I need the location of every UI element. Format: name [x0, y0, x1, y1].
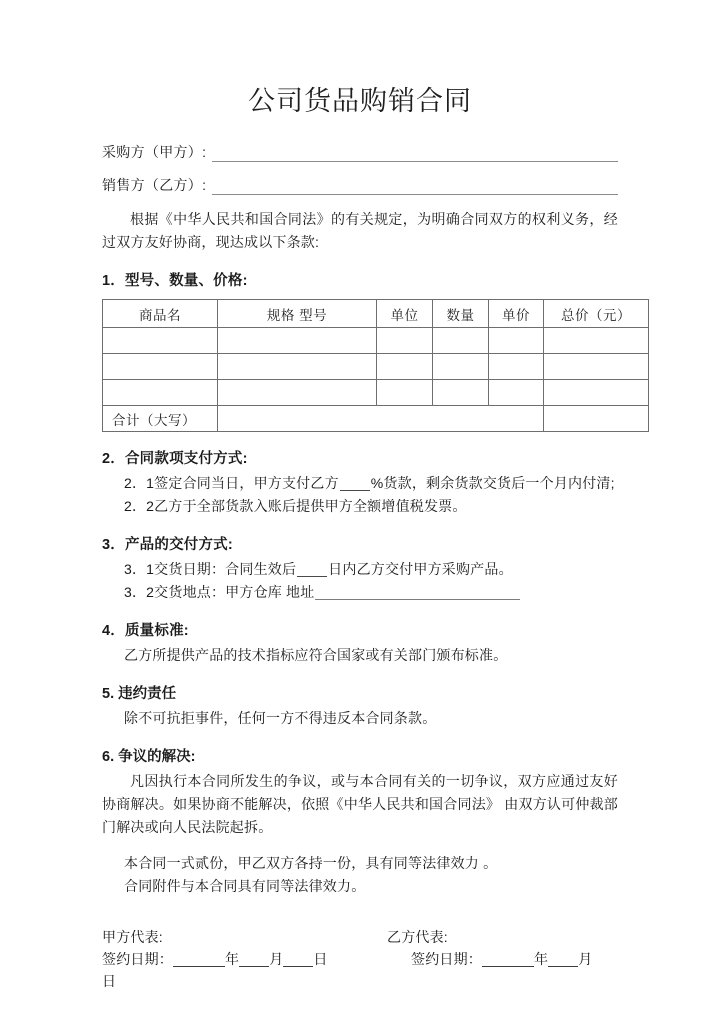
buyer-date-wrap-line: 日: [102, 973, 117, 989]
cell-product-name[interactable]: [103, 380, 218, 406]
section-3-item-1-text-b: 日内乙方交付甲方采购产品。: [328, 561, 513, 577]
seller-sign-date-label: 签约日期：: [411, 951, 482, 967]
paragraph-spacer: [102, 839, 618, 852]
section-6-body: 凡因执行本合同所发生的争议，或与本合同有关的一切争议，双方应通过友好协商解决。如果协商不能解决，依照《中华人民共和国合同法》 由双方认可仲裁部门解决或向人民法院起拆。: [102, 773, 618, 835]
delivery-address-blank[interactable]: [315, 599, 520, 600]
column-header-spec-model: 规格 型号: [218, 300, 377, 328]
table-row: [103, 354, 649, 380]
cell-total-price[interactable]: [544, 354, 649, 380]
section-2-item-2: 2．2乙方于全部货款入账后提供甲方全额增值税发票。: [124, 498, 467, 514]
cell-unit[interactable]: [377, 380, 433, 406]
goods-table: [102, 299, 649, 432]
total-label-cell: 合计（大写）: [103, 406, 218, 432]
section-3-item-1-text-a: 3．1交货日期：合同生效后: [124, 561, 297, 577]
cell-total-price[interactable]: [544, 380, 649, 406]
section-6-closing-1: 本合同一式贰份，甲乙双方各持一份，具有同等法律效力 。: [124, 855, 498, 871]
signature-column-seller: [387, 926, 618, 992]
cell-total-price[interactable]: [544, 328, 649, 354]
section-3-item-1: [102, 558, 618, 581]
section-2-item-1: [102, 472, 618, 495]
section-2-heading: 2．合同款项支付方式:: [102, 451, 248, 467]
seller-sign-date-row: [387, 948, 618, 970]
buyer-label: 采购方（甲方）:: [102, 144, 207, 160]
section-6-closing-2: 合同附件与本合同具有同等法律效力。: [124, 878, 366, 894]
intro-paragraph: 根据《中华人民共和国合同法》的有关规定，为明确合同双方的权利义务，经过双方友好协商，现达成以下条款:: [102, 211, 618, 250]
goods-table-head: [103, 300, 649, 328]
section-3-item-2: [102, 581, 618, 604]
section-2-item-1-text-a: 2．1签定合同当日，甲方支付乙方: [124, 475, 339, 491]
section-6-heading: 6. 争议的解决:: [102, 749, 196, 765]
cell-unit[interactable]: [377, 328, 433, 354]
seller-input-line[interactable]: [212, 180, 618, 195]
section-3-heading: 3．产品的交付方式:: [102, 537, 233, 553]
cell-unit-price[interactable]: [489, 354, 544, 380]
seller-label: 销售方（乙方）:: [102, 177, 207, 193]
delivery-days-blank[interactable]: [297, 576, 327, 577]
section-5-body: 除不可抗拒事件，任何一方不得违反本合同条款。: [124, 710, 437, 726]
payment-percent-blank[interactable]: [340, 490, 370, 491]
cell-spec-model[interactable]: [218, 380, 377, 406]
column-header-unit-price: 单价: [489, 300, 544, 328]
cell-unit-price[interactable]: [489, 328, 544, 354]
cell-unit-price[interactable]: [489, 380, 544, 406]
section-2-item-1-text-b: %货款，剩余货款交货后一个月内付清;: [370, 475, 615, 491]
buyer-month-blank[interactable]: [239, 966, 269, 967]
buyer-day-unit: 日: [313, 951, 328, 967]
buyer-day-blank[interactable]: [283, 966, 313, 967]
buyer-field-row: [102, 142, 618, 162]
buyer-sign-date-row: [102, 948, 387, 970]
cell-spec-model[interactable]: [218, 328, 377, 354]
cell-spec-model[interactable]: [218, 354, 377, 380]
section-3-item-2-text: 3．2交货地点：甲方仓库 地址: [124, 584, 315, 600]
cell-product-name[interactable]: [103, 354, 218, 380]
document-body: [102, 0, 631, 992]
cell-quantity[interactable]: [433, 380, 489, 406]
section-1-heading: 1．型号、数量、价格:: [102, 273, 248, 289]
page-title: 公司货品购销合同: [248, 86, 472, 116]
seller-year-unit: 年: [534, 951, 549, 967]
buyer-representative-label: 甲方代表:: [102, 929, 163, 945]
table-total-row: [103, 406, 649, 432]
signature-column-buyer: [102, 926, 387, 992]
cell-quantity[interactable]: [433, 354, 489, 380]
column-header-total-price: 总价（元）: [544, 300, 649, 328]
seller-month-blank[interactable]: [548, 966, 578, 967]
seller-field-row: [102, 175, 618, 195]
column-header-product-name: 商品名: [103, 300, 218, 328]
buyer-year-blank[interactable]: [173, 966, 225, 967]
column-header-quantity: 数量: [433, 300, 489, 328]
seller-representative-label: 乙方代表:: [387, 929, 448, 945]
total-amount-cell[interactable]: [544, 406, 649, 432]
table-row: [103, 380, 649, 406]
table-header-row: [103, 300, 649, 328]
seller-year-blank[interactable]: [482, 966, 534, 967]
total-merged-cell[interactable]: [218, 406, 544, 432]
section-4-body: 乙方所提供产品的技术指标应符合国家或有关部门颁布标准。: [124, 647, 508, 663]
section-4-heading: 4．质量标准:: [102, 623, 189, 639]
buyer-sign-date-label: 签约日期：: [102, 951, 173, 967]
buyer-year-unit: 年: [225, 951, 240, 967]
party-fields: [102, 142, 618, 195]
cell-quantity[interactable]: [433, 328, 489, 354]
buyer-input-line[interactable]: [212, 147, 618, 162]
signature-block: [102, 926, 618, 992]
table-row: [103, 328, 649, 354]
buyer-month-unit: 月: [269, 951, 284, 967]
seller-month-unit: 月: [578, 951, 593, 967]
cell-unit[interactable]: [377, 354, 433, 380]
cell-product-name[interactable]: [103, 328, 218, 354]
goods-table-body: [103, 328, 649, 432]
column-header-unit: 单位: [377, 300, 433, 328]
section-5-heading: 5. 违约责任: [102, 686, 177, 702]
